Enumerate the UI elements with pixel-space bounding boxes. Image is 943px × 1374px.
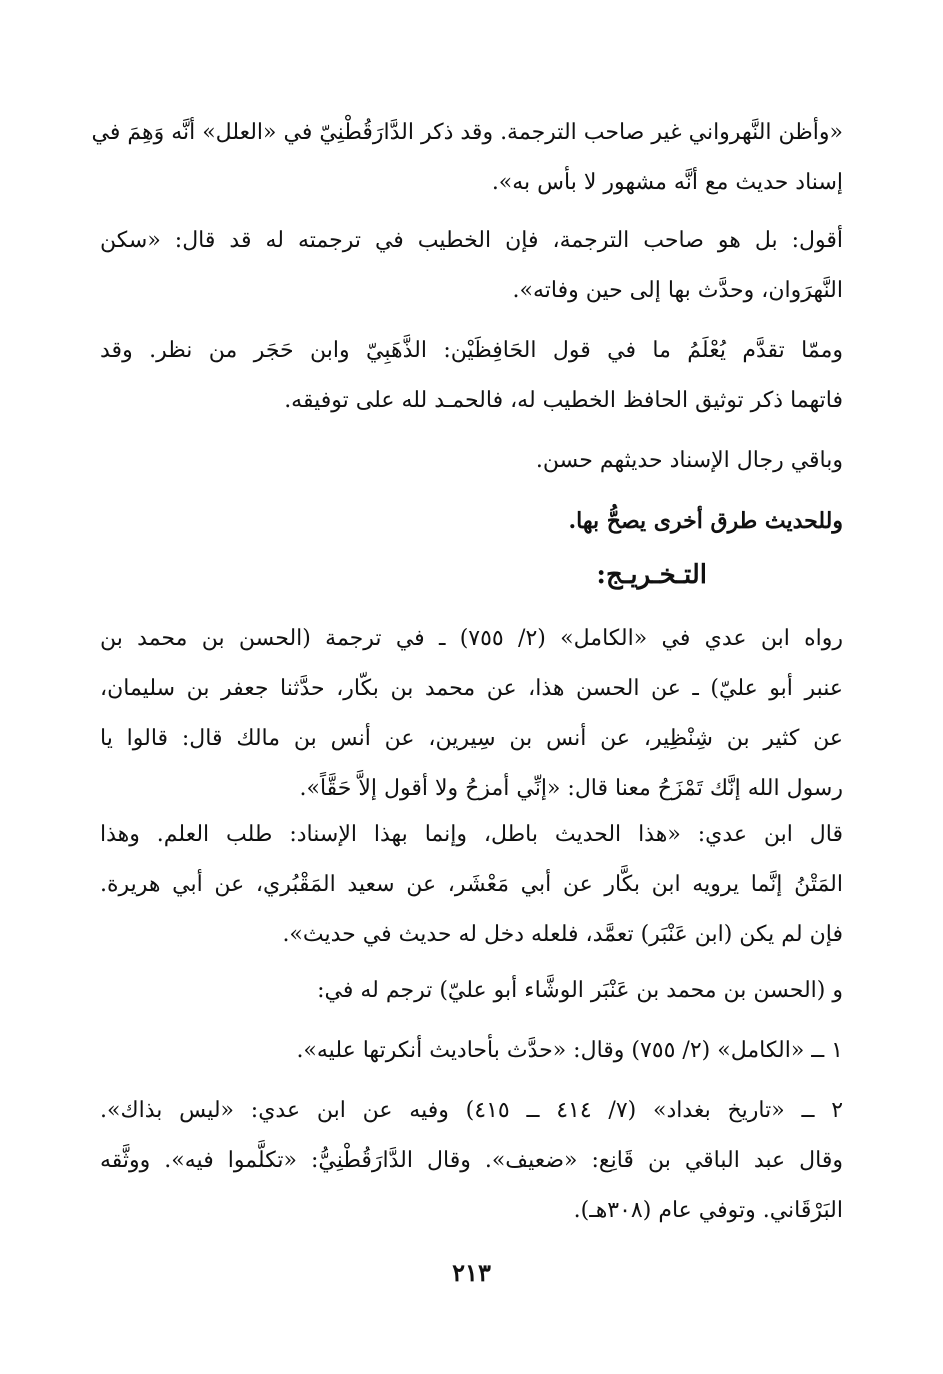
text-line: البَرْقَاني. وتوفي عام (٣٠٨هـ). (573, 1198, 843, 1223)
text-line: «وأظن النَّهرواني غير صاحب الترجمة. وقد ذكر الدَّارَقُطْنِيّ في «العلل» أنَّه وَهِمَ في (91, 120, 843, 145)
text-line: وممّا تقدَّم يُعْلَمُ ما في قول الحَافِظَيْن: الذَّهَبِيّ وابن حَجَر من نظر. وقد (100, 338, 843, 363)
page-number: ٢١٣ (452, 1258, 491, 1287)
paragraph-rijal (100, 436, 843, 486)
paragraph-riwaya (100, 614, 843, 814)
text-line: رواه ابن عدي في «الكامل» (٢/ ٧٥٥) ـ في ترجمة (الحسن بن محمد بن (100, 626, 844, 651)
text-line: قال ابن عدي: «هذا الحديث باطل، وإنما بهذا الإسناد: طلب العلم. وهذا (100, 822, 843, 847)
paragraph-aqul (100, 216, 843, 316)
text-line: النَّهرَوان، وحدَّث بها إلى حين وفاته». (512, 278, 843, 303)
text-line: أقول: بل هو صاحب الترجمة، فإن الخطيب في ترجمته له قد قال: «سكن (100, 228, 843, 253)
text-line: وللحديث طرق أخرى يصحُّ بها. (568, 508, 843, 534)
text-line: ٢ ــ «تاريخ بغداد» (٧/ ٤١٤ ــ ٤١٥) وفيه عن ابن عدي: «ليس بذاك». (100, 1098, 844, 1123)
paragraph-quote-nahrawani (91, 108, 843, 208)
text-line: و (الحسن بن محمد بن عَنْبَر الوشَّاء أبو عليّ) ترجم له في: (317, 978, 843, 1003)
text-line: ١ ــ «الكامل» (٢/ ٧٥٥) وقال: «حدَّث بأحاديث أنكرتها عليه». (296, 1038, 843, 1063)
paragraph-ibn-adi (100, 810, 843, 960)
paragraph-turuq (100, 496, 843, 546)
text-line: وباقي رجال الإسناد حديثهم حسن. (535, 448, 843, 473)
text-line: وقال عبد الباقي بن قَانِع: «ضعيف». وقال الدَّارَقُطْنِيُّ: «تكلَّموا فيه». ووثَّقه (100, 1148, 843, 1173)
text-line: إسناد حديث مع أنَّه مشهور لا بأس به». (491, 170, 843, 195)
text-line: فاتهما ذكر توثيق الحافظ الخطيب له، فالحمـد لله على توفيقه. (284, 388, 843, 413)
text-line: عنبر أبو عليّ) ـ عن الحسن هذا، عن محمد بن بكّار، حدَّثنا جعفر بن سليمان، (100, 676, 843, 701)
list-item-kamil (100, 1026, 843, 1076)
text-line: رسول الله إنَّك تَمْزَحُ معنا قال: «إنِّي أمزحُ ولا أقول إلاَّ حَقَّاً». (299, 776, 843, 801)
section-heading-takhrij: التـخـريـج: (596, 560, 707, 590)
paragraph-tarjama (100, 966, 843, 1016)
paragraph-hafizain (100, 326, 843, 426)
text-line: عن كثير بن شِنْظِير، عن أنس بن سِيرين، عن أنس بن مالك قال: قالوا يا (100, 726, 843, 751)
text-line: فإن لم يكن (ابن عَنْبَر) تعمَّد، فلعله دخل له حديث في حديث». (282, 922, 843, 947)
text-line: المَتْنُ إنَّما يرويه ابن بكَّار عن أبي مَعْشَر، عن سعيد المَقْبُري، عن أبي هريرة. (100, 872, 843, 897)
list-item-tarikh-baghdad (100, 1086, 843, 1236)
